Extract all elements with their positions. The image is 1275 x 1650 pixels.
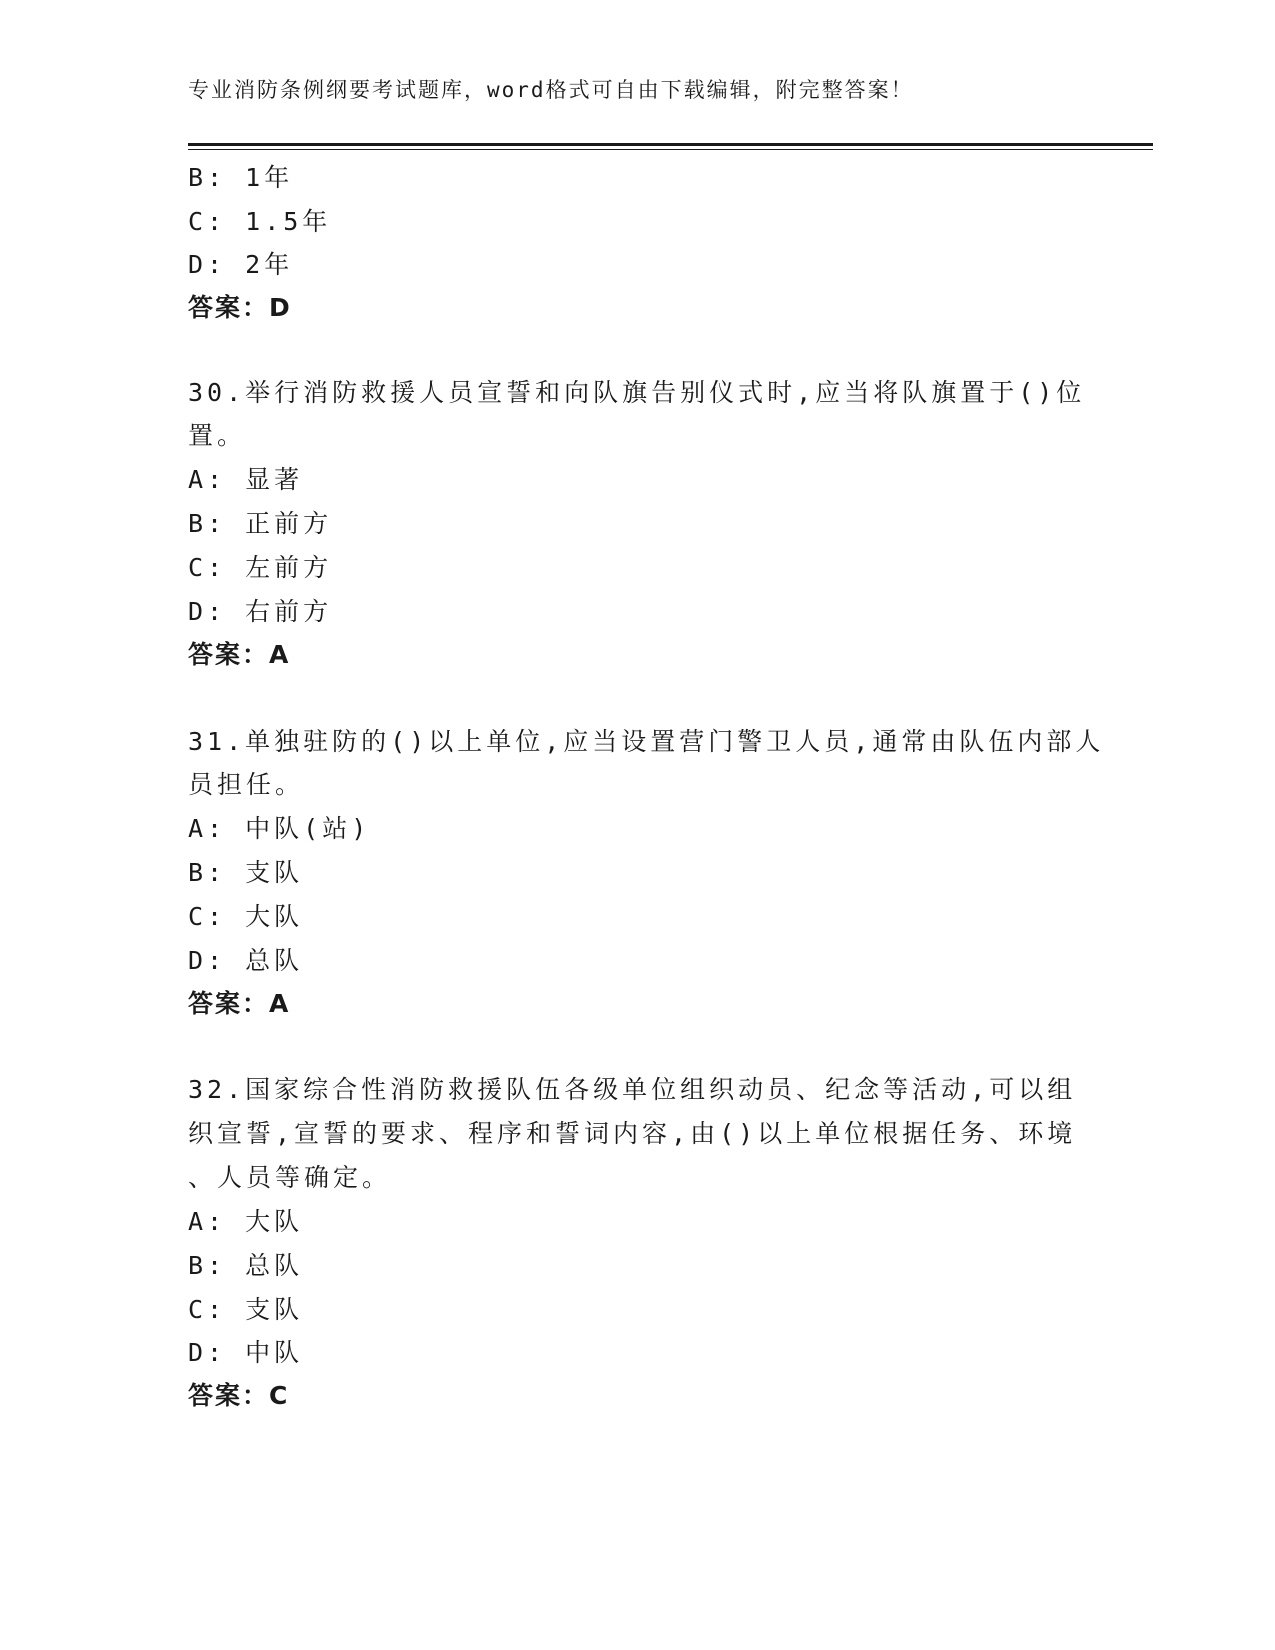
question-31-option-a: A: 中队(站) — [188, 814, 371, 843]
option-c: C: 1.5年 — [188, 207, 332, 236]
question-31-option-c: C: 大队 — [188, 902, 304, 931]
question-31-stem-line-2: 员担任。 — [188, 770, 305, 799]
question-32-option-b: B: 总队 — [188, 1251, 304, 1280]
question-31-stem-line-1: 31.单独驻防的()以上单位,应当设置营门警卫人员,通常由队伍内部人 — [188, 727, 1105, 756]
question-31-answer: 答案：A — [188, 989, 291, 1018]
question-31-option-b: B: 支队 — [188, 858, 304, 887]
question-30-option-d: D: 右前方 — [188, 597, 333, 626]
question-30-answer: 答案：A — [188, 640, 291, 669]
question-32-stem-line-1: 32.国家综合性消防救援队伍各级单位组织动员、纪念等活动,可以组 — [188, 1075, 1077, 1104]
option-b: B: 1年 — [188, 163, 294, 192]
question-32-stem-line-3: 、人员等确定。 — [188, 1163, 392, 1192]
answer-line: 答案：D — [188, 293, 292, 322]
question-32-answer: 答案：C — [188, 1381, 290, 1410]
question-30-stem-line-2: 置。 — [188, 421, 247, 450]
question-31-option-d: D: 总队 — [188, 946, 304, 975]
question-30-option-a: A: 显著 — [188, 465, 304, 494]
document-header: 专业消防条例纲要考试题库，word格式可自由下载编辑，附完整答案！ — [188, 78, 914, 102]
question-30-option-b: B: 正前方 — [188, 509, 333, 538]
header-rule-thick — [188, 143, 1153, 146]
question-32-option-a: A: 大队 — [188, 1207, 304, 1236]
question-30-stem-line-1: 30.举行消防救援人员宣誓和向队旗告别仪式时,应当将队旗置于()位 — [188, 378, 1086, 407]
header-rule-thin — [188, 149, 1153, 150]
option-d: D: 2年 — [188, 250, 294, 279]
question-32-stem-line-2: 织宣誓,宣誓的要求、程序和誓词内容,由()以上单位根据任务、环境 — [188, 1119, 1077, 1148]
question-32-option-d: D: 中队 — [188, 1338, 304, 1367]
question-32-option-c: C: 支队 — [188, 1295, 304, 1324]
question-30-option-c: C: 左前方 — [188, 553, 333, 582]
